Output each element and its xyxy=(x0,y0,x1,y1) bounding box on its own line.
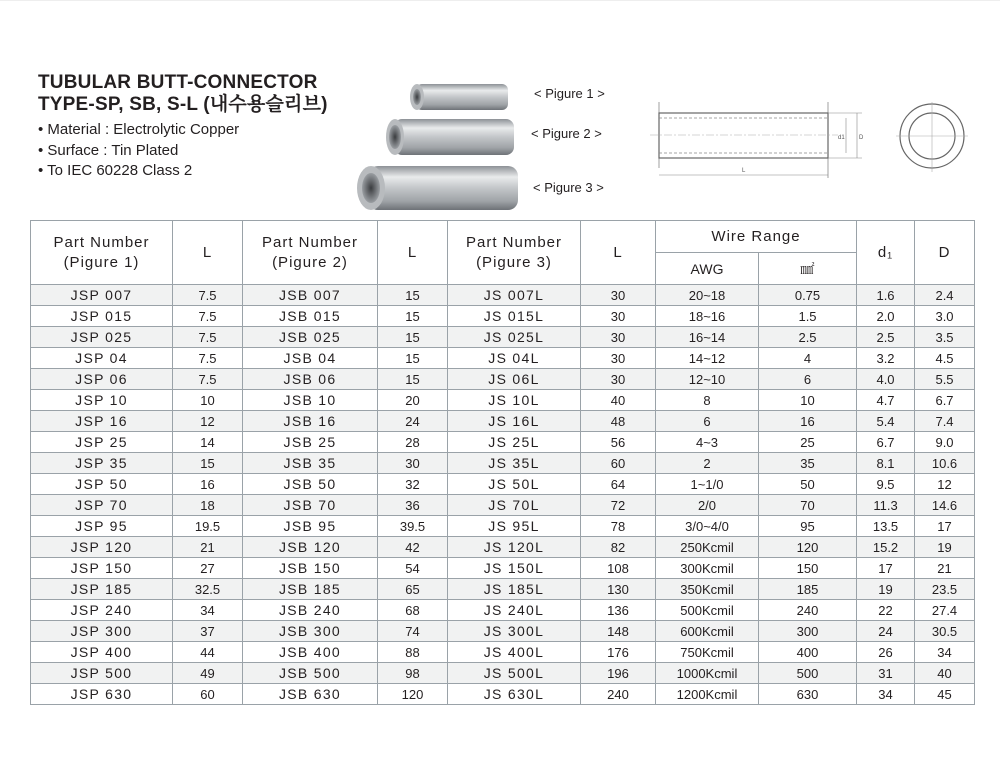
cell-part-fig1: JSP 70 xyxy=(31,495,173,516)
cell-l-fig1: 16 xyxy=(173,474,243,495)
cell-l-fig3: 30 xyxy=(581,306,656,327)
cell-awg: 2 xyxy=(656,453,759,474)
figure-2-label: < Pigure 2 > xyxy=(531,126,602,141)
cell-l-fig1: 18 xyxy=(173,495,243,516)
cell-part-fig2: JSB 06 xyxy=(243,369,378,390)
cell-l-fig2: 32 xyxy=(378,474,448,495)
cell-d1: 2.0 xyxy=(857,306,915,327)
tube-figure-1 xyxy=(410,84,508,110)
cell-D: 3.0 xyxy=(915,306,975,327)
table-row xyxy=(31,390,975,411)
cell-awg: 250Kcmil xyxy=(656,537,759,558)
cell-l-fig1: 12 xyxy=(173,411,243,432)
cell-l-fig1: 27 xyxy=(173,558,243,579)
col-l-fig2: L xyxy=(378,221,448,285)
cell-mm2: 35 xyxy=(759,453,857,474)
cell-part-fig2: JSB 35 xyxy=(243,453,378,474)
cell-part-fig3: JS 300L xyxy=(448,621,581,642)
cell-l-fig1: 21 xyxy=(173,537,243,558)
cell-D: 9.0 xyxy=(915,432,975,453)
cell-d1: 11.3 xyxy=(857,495,915,516)
cell-part-fig3: JS 240L xyxy=(448,600,581,621)
cell-mm2: 400 xyxy=(759,642,857,663)
cell-mm2: 95 xyxy=(759,516,857,537)
cell-part-fig2: JSB 70 xyxy=(243,495,378,516)
cell-d1: 1.6 xyxy=(857,285,915,306)
cell-awg: 600Kcmil xyxy=(656,621,759,642)
cell-l-fig1: 7.5 xyxy=(173,306,243,327)
cell-l-fig3: 148 xyxy=(581,621,656,642)
cell-part-fig3: JS 06L xyxy=(448,369,581,390)
cell-part-fig2: JSB 240 xyxy=(243,600,378,621)
table-row xyxy=(31,411,975,432)
table-row xyxy=(31,432,975,453)
cell-l-fig1: 49 xyxy=(173,663,243,684)
cell-mm2: 0.75 xyxy=(759,285,857,306)
cell-mm2: 2.5 xyxy=(759,327,857,348)
dim-d1-label: d1 xyxy=(838,135,845,141)
cell-D: 4.5 xyxy=(915,348,975,369)
table-row xyxy=(31,621,975,642)
cell-mm2: 150 xyxy=(759,558,857,579)
cell-mm2: 10 xyxy=(759,390,857,411)
cell-l-fig3: 130 xyxy=(581,579,656,600)
cell-l-fig1: 14 xyxy=(173,432,243,453)
surface-bullet: • Surface : Tin Plated xyxy=(38,141,328,162)
cell-l-fig1: 37 xyxy=(173,621,243,642)
table-row xyxy=(31,306,975,327)
cell-D: 6.7 xyxy=(915,390,975,411)
cell-l-fig2: 15 xyxy=(378,285,448,306)
cell-part-fig3: JS 400L xyxy=(448,642,581,663)
cell-l-fig3: 60 xyxy=(581,453,656,474)
cell-l-fig3: 196 xyxy=(581,663,656,684)
cell-part-fig1: JSP 240 xyxy=(31,600,173,621)
cell-awg: 1200Kcmil xyxy=(656,684,759,705)
product-title: TUBULAR BUTT-CONNECTOR xyxy=(38,72,318,93)
cell-D: 12 xyxy=(915,474,975,495)
cell-part-fig2: JSB 185 xyxy=(243,579,378,600)
col-awg: AWG xyxy=(656,253,759,285)
spec-table xyxy=(30,220,975,705)
cell-part-fig1: JSP 300 xyxy=(31,621,173,642)
table-row xyxy=(31,558,975,579)
table-row xyxy=(31,600,975,621)
table-row xyxy=(31,579,975,600)
cell-l-fig1: 7.5 xyxy=(173,348,243,369)
cell-d1: 3.2 xyxy=(857,348,915,369)
cell-awg: 20~18 xyxy=(656,285,759,306)
dim-D-label: D xyxy=(859,135,864,141)
cell-d1: 6.7 xyxy=(857,432,915,453)
figure-3-label: < Pigure 3 > xyxy=(533,180,604,195)
cell-part-fig1: JSP 185 xyxy=(31,579,173,600)
cell-part-fig2: JSB 150 xyxy=(243,558,378,579)
cell-awg: 350Kcmil xyxy=(656,579,759,600)
cell-part-fig3: JS 95L xyxy=(448,516,581,537)
cell-part-fig3: JS 10L xyxy=(448,390,581,411)
cell-l-fig3: 30 xyxy=(581,327,656,348)
cell-part-fig2: JSB 015 xyxy=(243,306,378,327)
cell-l-fig2: 74 xyxy=(378,621,448,642)
cell-mm2: 500 xyxy=(759,663,857,684)
cell-part-fig3: JS 25L xyxy=(448,432,581,453)
cell-d1: 4.7 xyxy=(857,390,915,411)
cell-part-fig2: JSB 025 xyxy=(243,327,378,348)
cell-part-fig1: JSP 06 xyxy=(31,369,173,390)
cell-l-fig1: 44 xyxy=(173,642,243,663)
cell-d1: 8.1 xyxy=(857,453,915,474)
cell-D: 27.4 xyxy=(915,600,975,621)
cell-part-fig1: JSP 007 xyxy=(31,285,173,306)
cell-l-fig3: 72 xyxy=(581,495,656,516)
cell-D: 2.4 xyxy=(915,285,975,306)
cell-l-fig2: 68 xyxy=(378,600,448,621)
cell-l-fig1: 60 xyxy=(173,684,243,705)
cell-part-fig1: JSP 10 xyxy=(31,390,173,411)
table-row xyxy=(31,642,975,663)
cell-awg: 3/0~4/0 xyxy=(656,516,759,537)
cell-part-fig2: JSB 16 xyxy=(243,411,378,432)
table-row xyxy=(31,474,975,495)
cell-l-fig2: 120 xyxy=(378,684,448,705)
cell-mm2: 300 xyxy=(759,621,857,642)
cell-awg: 8 xyxy=(656,390,759,411)
col-D: D xyxy=(915,221,975,285)
cell-l-fig1: 10 xyxy=(173,390,243,411)
cell-l-fig3: 40 xyxy=(581,390,656,411)
cell-l-fig2: 20 xyxy=(378,390,448,411)
figure-1-label: < Pigure 1 > xyxy=(534,86,605,101)
cell-mm2: 1.5 xyxy=(759,306,857,327)
cell-part-fig3: JS 015L xyxy=(448,306,581,327)
cell-l-fig2: 28 xyxy=(378,432,448,453)
cell-awg: 1~1/0 xyxy=(656,474,759,495)
cell-l-fig2: 15 xyxy=(378,369,448,390)
cell-part-fig3: JS 007L xyxy=(448,285,581,306)
cell-part-fig2: JSB 95 xyxy=(243,516,378,537)
cell-awg: 4~3 xyxy=(656,432,759,453)
dimension-drawing xyxy=(650,102,980,184)
cell-part-fig1: JSP 025 xyxy=(31,327,173,348)
cell-d1: 4.0 xyxy=(857,369,915,390)
cell-d1: 19 xyxy=(857,579,915,600)
cell-l-fig3: 30 xyxy=(581,369,656,390)
cell-awg: 2/0 xyxy=(656,495,759,516)
cell-awg: 500Kcmil xyxy=(656,600,759,621)
cell-l-fig3: 64 xyxy=(581,474,656,495)
tube-photos xyxy=(340,78,525,213)
table-row xyxy=(31,516,975,537)
table-row xyxy=(31,285,975,306)
cell-d1: 17 xyxy=(857,558,915,579)
cell-l-fig3: 240 xyxy=(581,684,656,705)
cell-d1: 2.5 xyxy=(857,327,915,348)
cell-l-fig2: 54 xyxy=(378,558,448,579)
cell-D: 30.5 xyxy=(915,621,975,642)
cell-l-fig3: 78 xyxy=(581,516,656,537)
table-row xyxy=(31,684,975,705)
cell-l-fig1: 32.5 xyxy=(173,579,243,600)
cell-part-fig1: JSP 50 xyxy=(31,474,173,495)
cell-part-fig3: JS 35L xyxy=(448,453,581,474)
cell-part-fig1: JSP 015 xyxy=(31,306,173,327)
cell-l-fig2: 42 xyxy=(378,537,448,558)
table-row xyxy=(31,495,975,516)
cell-d1: 24 xyxy=(857,621,915,642)
cell-mm2: 630 xyxy=(759,684,857,705)
cell-d1: 26 xyxy=(857,642,915,663)
cell-part-fig1: JSP 04 xyxy=(31,348,173,369)
col-d1: d₁ xyxy=(857,221,915,285)
cell-l-fig3: 30 xyxy=(581,285,656,306)
cell-D: 7.4 xyxy=(915,411,975,432)
cell-d1: 15.2 xyxy=(857,537,915,558)
cell-part-fig1: JSP 95 xyxy=(31,516,173,537)
cell-l-fig2: 98 xyxy=(378,663,448,684)
cell-d1: 34 xyxy=(857,684,915,705)
cell-l-fig2: 39.5 xyxy=(378,516,448,537)
cell-part-fig1: JSP 25 xyxy=(31,432,173,453)
cell-part-fig3: JS 120L xyxy=(448,537,581,558)
col-part-fig2: Part Number (Pigure 2) xyxy=(243,221,378,285)
cell-D: 34 xyxy=(915,642,975,663)
cell-awg: 18~16 xyxy=(656,306,759,327)
cell-part-fig2: JSB 500 xyxy=(243,663,378,684)
tube-figure-2 xyxy=(386,119,514,155)
cell-D: 17 xyxy=(915,516,975,537)
col-part-fig3: Part Number (Pigure 3) xyxy=(448,221,581,285)
cell-d1: 13.5 xyxy=(857,516,915,537)
product-type: TYPE-SP, SB, S-L (내수용슬리브) xyxy=(38,94,328,115)
cell-l-fig2: 15 xyxy=(378,327,448,348)
table-row xyxy=(31,327,975,348)
cell-mm2: 185 xyxy=(759,579,857,600)
cell-awg: 6 xyxy=(656,411,759,432)
cell-l-fig2: 36 xyxy=(378,495,448,516)
cell-part-fig3: JS 025L xyxy=(448,327,581,348)
col-l-fig1: L xyxy=(173,221,243,285)
col-wire-range: Wire Range xyxy=(656,221,857,253)
cell-part-fig1: JSP 150 xyxy=(31,558,173,579)
cell-part-fig1: JSP 630 xyxy=(31,684,173,705)
dim-L-label: L xyxy=(742,168,746,174)
end-view xyxy=(896,102,968,172)
product-header xyxy=(38,72,328,182)
cell-l-fig3: 30 xyxy=(581,348,656,369)
cell-part-fig3: JS 04L xyxy=(448,348,581,369)
cell-l-fig1: 15 xyxy=(173,453,243,474)
cell-part-fig2: JSB 400 xyxy=(243,642,378,663)
cell-d1: 31 xyxy=(857,663,915,684)
cell-mm2: 120 xyxy=(759,537,857,558)
cell-D: 40 xyxy=(915,663,975,684)
cell-mm2: 16 xyxy=(759,411,857,432)
cell-part-fig1: JSP 120 xyxy=(31,537,173,558)
spec-table-body xyxy=(31,285,975,705)
cell-part-fig1: JSP 400 xyxy=(31,642,173,663)
table-row xyxy=(31,453,975,474)
cell-l-fig1: 19.5 xyxy=(173,516,243,537)
cell-part-fig3: JS 630L xyxy=(448,684,581,705)
cell-l-fig1: 7.5 xyxy=(173,285,243,306)
cell-mm2: 25 xyxy=(759,432,857,453)
cell-l-fig3: 82 xyxy=(581,537,656,558)
cell-l-fig2: 65 xyxy=(378,579,448,600)
col-mm2: ㎟ xyxy=(759,253,857,285)
cell-l-fig3: 48 xyxy=(581,411,656,432)
cell-part-fig2: JSB 300 xyxy=(243,621,378,642)
table-row xyxy=(31,537,975,558)
table-row xyxy=(31,663,975,684)
cell-l-fig1: 7.5 xyxy=(173,327,243,348)
cell-part-fig2: JSB 007 xyxy=(243,285,378,306)
cell-d1: 22 xyxy=(857,600,915,621)
table-row xyxy=(31,369,975,390)
table-row xyxy=(31,348,975,369)
cell-l-fig2: 15 xyxy=(378,348,448,369)
cell-part-fig3: JS 150L xyxy=(448,558,581,579)
cell-l-fig3: 176 xyxy=(581,642,656,663)
cell-part-fig2: JSB 630 xyxy=(243,684,378,705)
cell-part-fig2: JSB 120 xyxy=(243,537,378,558)
cell-part-fig3: JS 50L xyxy=(448,474,581,495)
cell-d1: 9.5 xyxy=(857,474,915,495)
cell-l-fig2: 30 xyxy=(378,453,448,474)
cell-part-fig2: JSB 10 xyxy=(243,390,378,411)
cell-D: 23.5 xyxy=(915,579,975,600)
side-view xyxy=(650,102,864,178)
top-rule xyxy=(0,0,1000,1)
cell-part-fig1: JSP 500 xyxy=(31,663,173,684)
cell-awg: 14~12 xyxy=(656,348,759,369)
cell-l-fig2: 15 xyxy=(378,306,448,327)
standard-bullet: • To IEC 60228 Class 2 xyxy=(38,161,328,182)
spec-bullets xyxy=(38,120,328,182)
cell-part-fig2: JSB 50 xyxy=(243,474,378,495)
col-l-fig3: L xyxy=(581,221,656,285)
cell-d1: 5.4 xyxy=(857,411,915,432)
cell-mm2: 240 xyxy=(759,600,857,621)
cell-part-fig2: JSB 25 xyxy=(243,432,378,453)
material-bullet: • Material : Electrolytic Copper xyxy=(38,120,328,141)
cell-D: 19 xyxy=(915,537,975,558)
cell-l-fig3: 56 xyxy=(581,432,656,453)
cell-mm2: 70 xyxy=(759,495,857,516)
cell-part-fig3: JS 500L xyxy=(448,663,581,684)
cell-D: 10.6 xyxy=(915,453,975,474)
cell-D: 5.5 xyxy=(915,369,975,390)
tube-figure-3 xyxy=(357,166,518,210)
cell-l-fig1: 7.5 xyxy=(173,369,243,390)
cell-part-fig1: JSP 16 xyxy=(31,411,173,432)
cell-part-fig1: JSP 35 xyxy=(31,453,173,474)
cell-l-fig3: 136 xyxy=(581,600,656,621)
cell-awg: 16~14 xyxy=(656,327,759,348)
cell-awg: 12~10 xyxy=(656,369,759,390)
cell-mm2: 4 xyxy=(759,348,857,369)
cell-part-fig3: JS 16L xyxy=(448,411,581,432)
cell-part-fig3: JS 185L xyxy=(448,579,581,600)
cell-awg: 1000Kcmil xyxy=(656,663,759,684)
col-part-fig1: Part Number (Pigure 1) xyxy=(31,221,173,285)
cell-l-fig2: 24 xyxy=(378,411,448,432)
cell-mm2: 6 xyxy=(759,369,857,390)
cell-l-fig1: 34 xyxy=(173,600,243,621)
cell-part-fig2: JSB 04 xyxy=(243,348,378,369)
cell-D: 14.6 xyxy=(915,495,975,516)
cell-D: 45 xyxy=(915,684,975,705)
cell-l-fig2: 88 xyxy=(378,642,448,663)
cell-l-fig3: 108 xyxy=(581,558,656,579)
cell-awg: 300Kcmil xyxy=(656,558,759,579)
cell-mm2: 50 xyxy=(759,474,857,495)
cell-part-fig3: JS 70L xyxy=(448,495,581,516)
cell-D: 3.5 xyxy=(915,327,975,348)
cell-D: 21 xyxy=(915,558,975,579)
cell-awg: 750Kcmil xyxy=(656,642,759,663)
